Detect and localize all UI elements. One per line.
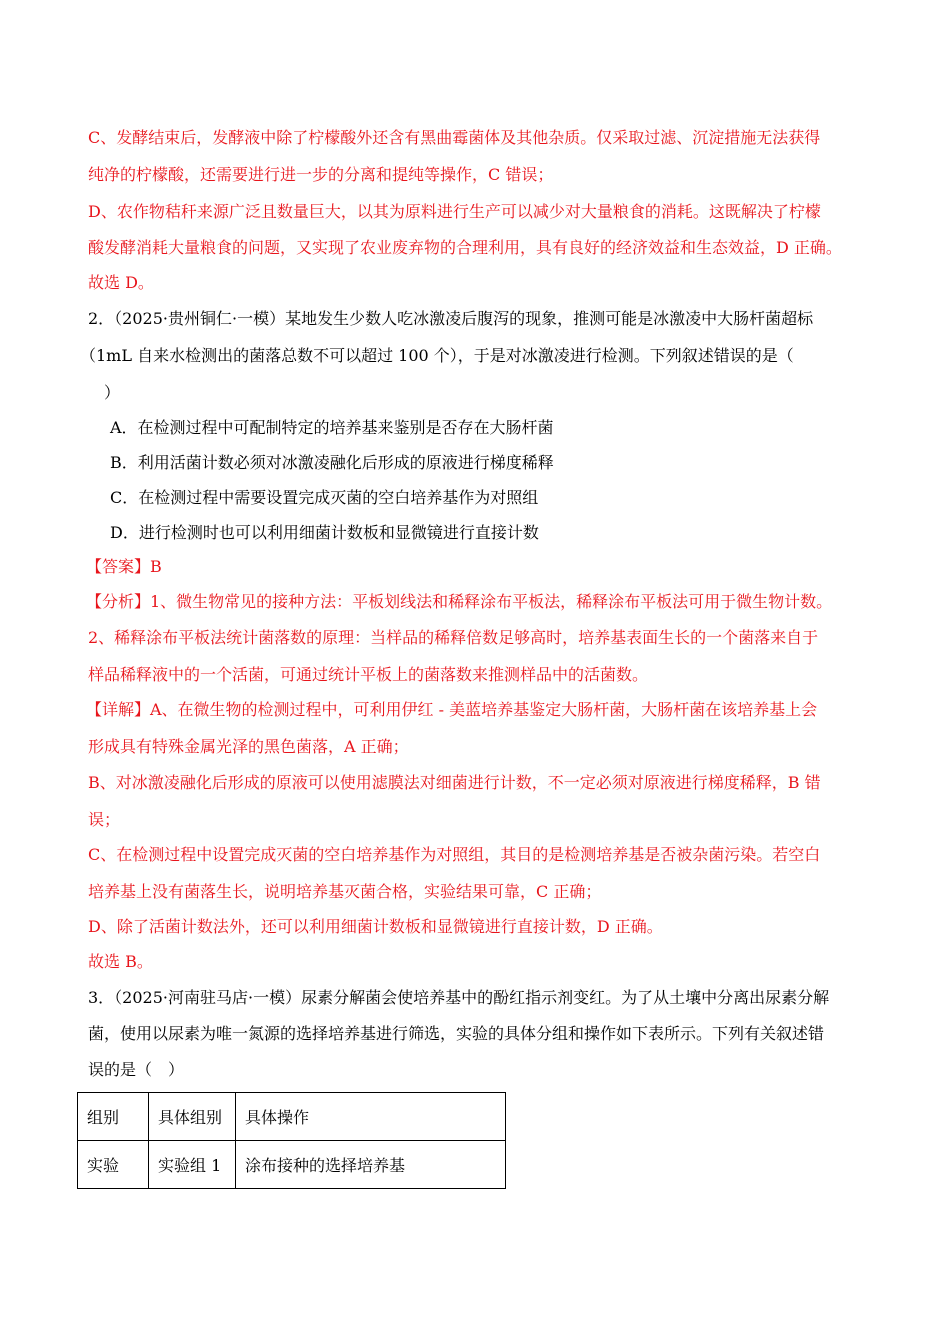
q2-analysis-line1: 【分析】1、微生物常见的接种方法：平板划线法和稀释涂布平板法，稀释涂布平板法可用于微生物计数。 xyxy=(86,592,833,611)
q2-detail-line3: B、对冰激凌融化后形成的原液可以使用滤膜法对细菌进行计数，不一定必须对原液进行梯度稀释，B 错 xyxy=(88,773,821,792)
table-cell: 涂布接种的选择培养基 xyxy=(236,1141,506,1189)
q2-detail-line5: C、在检测过程中设置完成灭菌的空白培养基作为对照组，其目的是检测培养基是否被杂菌污染。若空白 xyxy=(88,845,821,864)
q1-c-explanation-line2: 纯净的柠檬酸，还需要进行进一步的分离和提纯等操作，C 错误； xyxy=(88,165,554,184)
table-cell: 实验组 1 xyxy=(149,1141,236,1189)
q1-conclusion: 故选 D。 xyxy=(88,273,154,292)
q2-option-c: C．在检测过程中需要设置完成灭菌的空白培养基作为对照组 xyxy=(110,488,539,507)
table-header-cell: 具体操作 xyxy=(236,1093,506,1141)
q3-group-table xyxy=(77,1092,506,1189)
q2-detail-line7: D、除了活菌计数法外，还可以利用细菌计数板和显微镜进行直接计数，D 正确。 xyxy=(88,917,663,936)
q2-stem-line2: （1mL 自来水检测出的菌落总数不可以超过 100 个），于是对冰激凌进行检测。下列叙述错误的是（ xyxy=(80,346,794,365)
q2-stem-line3: ） xyxy=(104,383,121,402)
q3-stem-line3: 误的是（ ） xyxy=(88,1060,185,1079)
q2-analysis-line3: 样品稀释液中的一个活菌，可通过统计平板上的菌落数来推测样品中的活菌数。 xyxy=(88,665,649,684)
q2-option-a: A．在检测过程中可配制特定的培养基来鉴别是否存在大肠杆菌 xyxy=(110,418,554,437)
q2-analysis-line2: 2、稀释涂布平板法统计菌落数的原理：当样品的稀释倍数足够高时，培养基表面生长的一个菌落来自于 xyxy=(88,628,819,647)
q1-d-explanation-line1: D、农作物秸秆来源广泛且数量巨大，以其为原料进行生产可以减少对大量粮食的消耗。这既解决了柠檬 xyxy=(88,202,821,221)
q2-conclusion: 故选 B。 xyxy=(88,952,153,971)
q3-stem-line2: 菌，使用以尿素为唯一氮源的选择培养基进行筛选，实验的具体分组和操作如下表所示。下列有关叙述错 xyxy=(88,1024,825,1043)
q2-stem-line1: 2．（2025·贵州铜仁·一模）某地发生少数人吃冰激凌后腹泻的现象，推测可能是冰激凌中大肠杆菌超标 xyxy=(88,309,814,328)
table-cell: 实验 xyxy=(78,1141,149,1189)
q2-option-b: B．利用活菌计数必须对冰激凌融化后形成的原液进行梯度稀释 xyxy=(110,453,554,472)
q2-detail-line1: 【详解】A、在微生物的检测过程中，可利用伊红 - 美蓝培养基鉴定大肠杆菌，大肠杆菌在该培养基上会 xyxy=(86,700,818,719)
q1-c-explanation-line1: C、发酵结束后，发酵液中除了柠檬酸外还含有黑曲霉菌体及其他杂质。仅采取过滤、沉淀措施无法获得 xyxy=(88,128,821,147)
q2-option-d: D．进行检测时也可以利用细菌计数板和显微镜进行直接计数 xyxy=(110,523,539,542)
q3-stem-line1: 3．（2025·河南驻马店·一模）尿素分解菌会使培养基中的酚红指示剂变红。为了从土壤中分离出尿素分解 xyxy=(88,988,830,1007)
q1-d-explanation-line2: 酸发酵消耗大量粮食的问题，又实现了农业废弃物的合理利用，具有良好的经济效益和生态效益，D 正确。 xyxy=(88,238,842,257)
table-header-row xyxy=(78,1093,506,1141)
table-row xyxy=(78,1141,506,1189)
q2-answer: 【答案】B xyxy=(86,557,162,576)
table-header-cell: 组别 xyxy=(78,1093,149,1141)
q2-detail-line4: 误； xyxy=(88,810,121,829)
table-header-cell: 具体组别 xyxy=(149,1093,236,1141)
q2-detail-line2: 形成具有特殊金属光泽的黑色菌落，A 正确； xyxy=(88,737,409,756)
q2-detail-line6: 培养基上没有菌落生长，说明培养基灭菌合格，实验结果可靠，C 正确； xyxy=(88,882,602,901)
